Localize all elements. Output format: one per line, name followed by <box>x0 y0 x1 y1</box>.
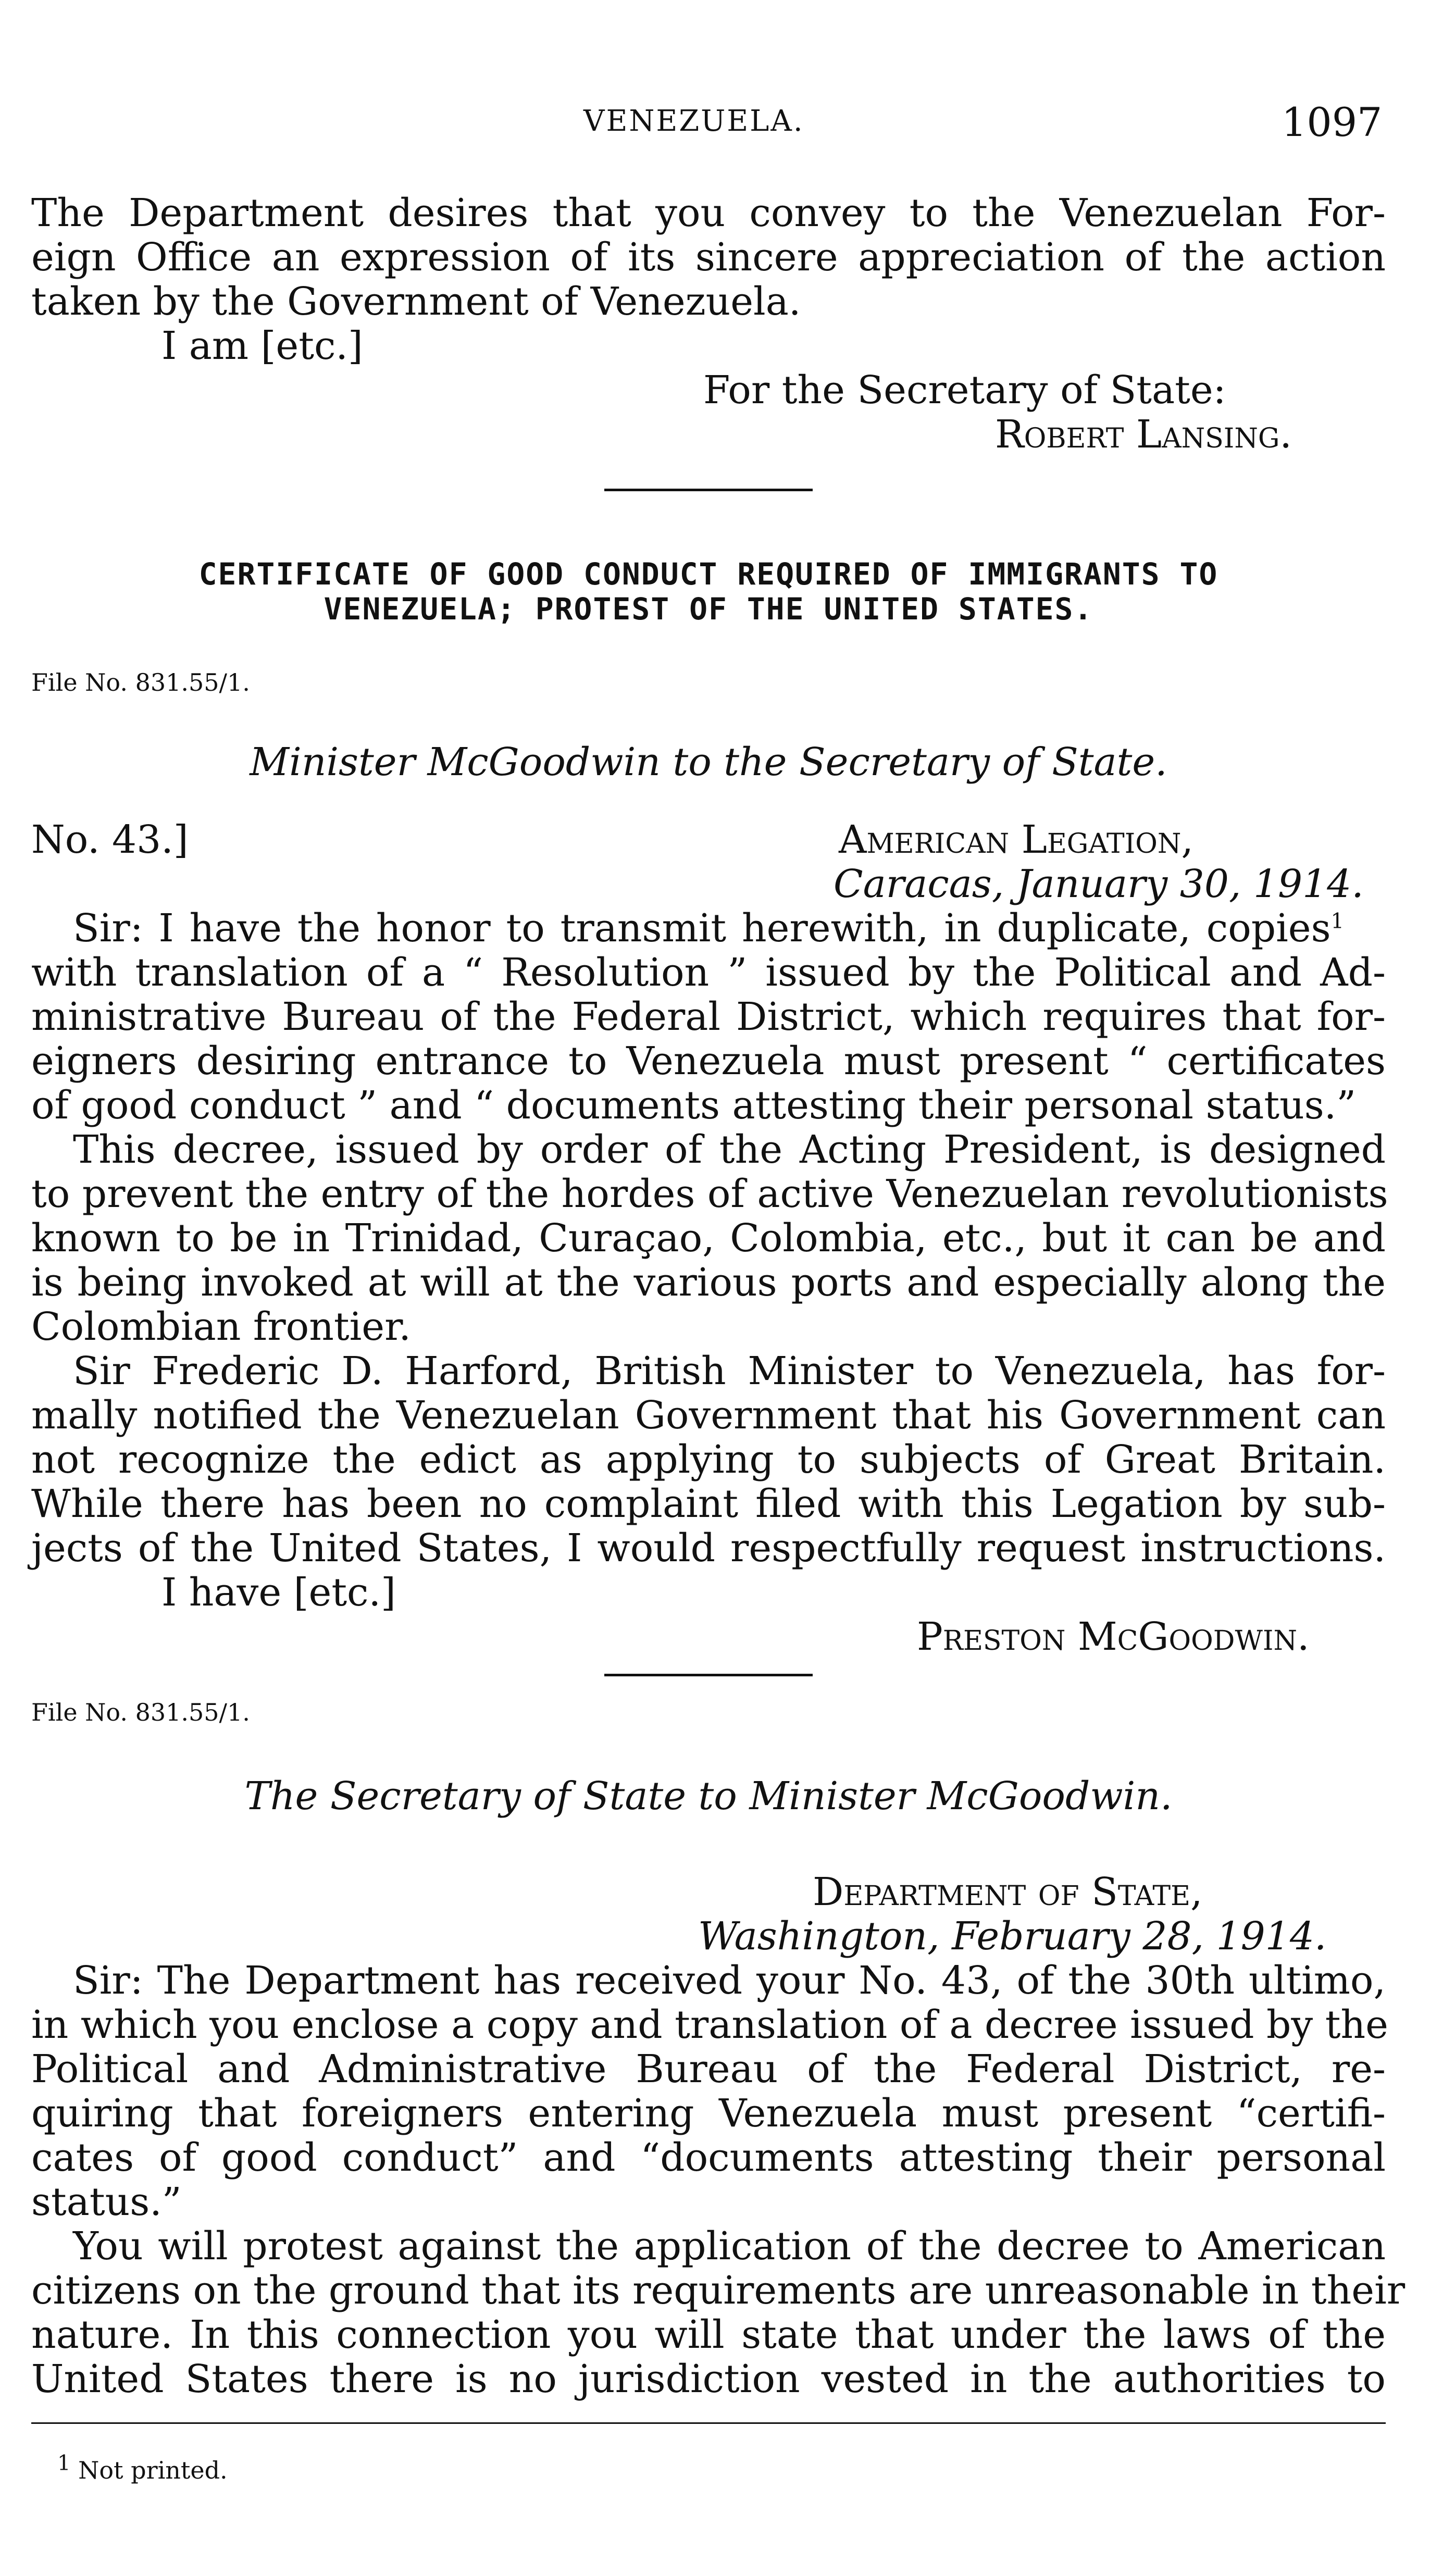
letter1-p3-line-1: Sir Frederic D. Harford, British Minister to Venezuela, has for- <box>73 1349 1386 1393</box>
footnote-separator <box>31 2422 1386 2424</box>
letter1-p3-line-5: jects of the United States, I would respectfully request instructions. <box>31 1526 1386 1571</box>
running-head: VENEZUELA. <box>583 104 804 138</box>
letter2-p1-line-3: Political and Administrative Bureau of the Federal District, re- <box>31 2047 1386 2092</box>
section-heading-line-1: CERTIFICATE OF GOOD CONDUCT REQUIRED OF IMMIGRANTS TO <box>198 556 1218 592</box>
letter-place: Department of State, <box>813 1870 1203 1914</box>
section1-line-3: taken by the Government of Venezuela. <box>31 279 801 324</box>
letter1-p2-line-2: to prevent the entry of the hordes of active Venezuelan revolutionists <box>31 1172 1388 1216</box>
letter-place: American Legation, <box>839 817 1193 862</box>
letter-dateline: Caracas, January 30, 1914. <box>834 862 1364 906</box>
letter-dateline: Washington, February 28, 1914. <box>698 1914 1327 1959</box>
letter1-p2-line-3: known to be in Trinidad, Curaçao, Colombia, etc., but it can be and <box>31 1216 1386 1261</box>
letter2-p2-line-3: nature. In this connection you will state that under the laws of the <box>31 2312 1386 2357</box>
footnote-marker: 1 <box>57 2451 71 2475</box>
letter2-p2-line-1: You will protest against the application of the decree to American <box>73 2224 1386 2269</box>
section1-line-1: The Department desires that you convey to the Venezuelan For- <box>31 191 1386 235</box>
letter1-p1-line-3: ministrative Bureau of the Federal District, which requires that for- <box>31 994 1386 1039</box>
letter2-p1-line-1: Sir: The Department has received your No. 43, of the 30th ultimo, <box>73 1958 1386 2003</box>
letter1-signature: Preston McGoodwin. <box>917 1614 1310 1659</box>
section1-signature: Robert Lansing. <box>995 412 1292 457</box>
section1-closing: I am [etc.] <box>161 323 363 368</box>
letter-title: The Secretary of State to Minister McGoodwin. <box>244 1774 1173 1819</box>
document-page <box>31 0 1406 2576</box>
letter1-p3-line-4: While there has been no complaint filed with this Legation by sub- <box>31 1482 1386 1526</box>
letter2-p1-line-6: status.” <box>31 2180 182 2224</box>
letter1-p1-line-2: with translation of a “ Resolution ” issued by the Political and Ad- <box>31 950 1386 995</box>
letter2-p1-line-2: in which you enclose a copy and translation of a decree issued by the <box>31 2002 1388 2047</box>
file-number: File No. 831.55/1. <box>31 668 250 696</box>
letter1-p1-line-4: eigners desiring entrance to Venezuela must present “ certificates <box>31 1039 1386 1084</box>
letter1-closing: I have [etc.] <box>161 1570 396 1615</box>
footnote-text: Not printed. <box>78 2456 228 2484</box>
letter-number: No. 43.] <box>31 817 189 862</box>
footnote-reference: 1 <box>1330 909 1344 934</box>
letter1-p2-line-1: This decree, issued by order of the Acting President, is designed <box>73 1127 1386 1172</box>
letter-divider <box>604 1674 813 1676</box>
section1-signoff: For the Secretary of State: <box>703 368 1226 413</box>
page-number: 1097 <box>1282 99 1383 145</box>
file-number: File No. 831.55/1. <box>31 1698 250 1726</box>
letter2-p2-line-4: United States there is no jurisdiction vested in the authorities to <box>31 2357 1386 2401</box>
letter1-p2-line-5: Colombian frontier. <box>31 1304 411 1349</box>
letter2-p1-line-5: cates of good conduct” and “documents attesting their personal <box>31 2135 1386 2180</box>
letter-title: Minister McGoodwin to the Secretary of State. <box>250 740 1167 785</box>
footnote <box>57 2451 228 2484</box>
letter2-p1-line-4: quiring that foreigners entering Venezuela must present “certifi- <box>31 2091 1386 2136</box>
section-heading-line-2: VENEZUELA; PROTEST OF THE UNITED STATES. <box>324 591 1093 627</box>
letter1-p2-line-4: is being invoked at will at the various ports and especially along the <box>31 1260 1386 1305</box>
letter1-p1-line-1: Sir: I have the honor to transmit herewith, in duplicate, copies$^1$ <box>73 906 1344 951</box>
letter1-p3-line-3: not recognize the edict as applying to subjects of Great Britain. <box>31 1437 1386 1482</box>
letter1-p3-line-2: mally notified the Venezuelan Government that his Government can <box>31 1393 1386 1438</box>
section-divider <box>604 489 813 491</box>
letter1-p1-line-5: of good conduct ” and “ documents attesting their personal status.” <box>31 1083 1357 1128</box>
letter2-p2-line-2: citizens on the ground that its requirements are unreasonable in their <box>31 2268 1406 2313</box>
section1-line-2: eign Office an expression of its sincere appreciation of the action <box>31 235 1386 280</box>
